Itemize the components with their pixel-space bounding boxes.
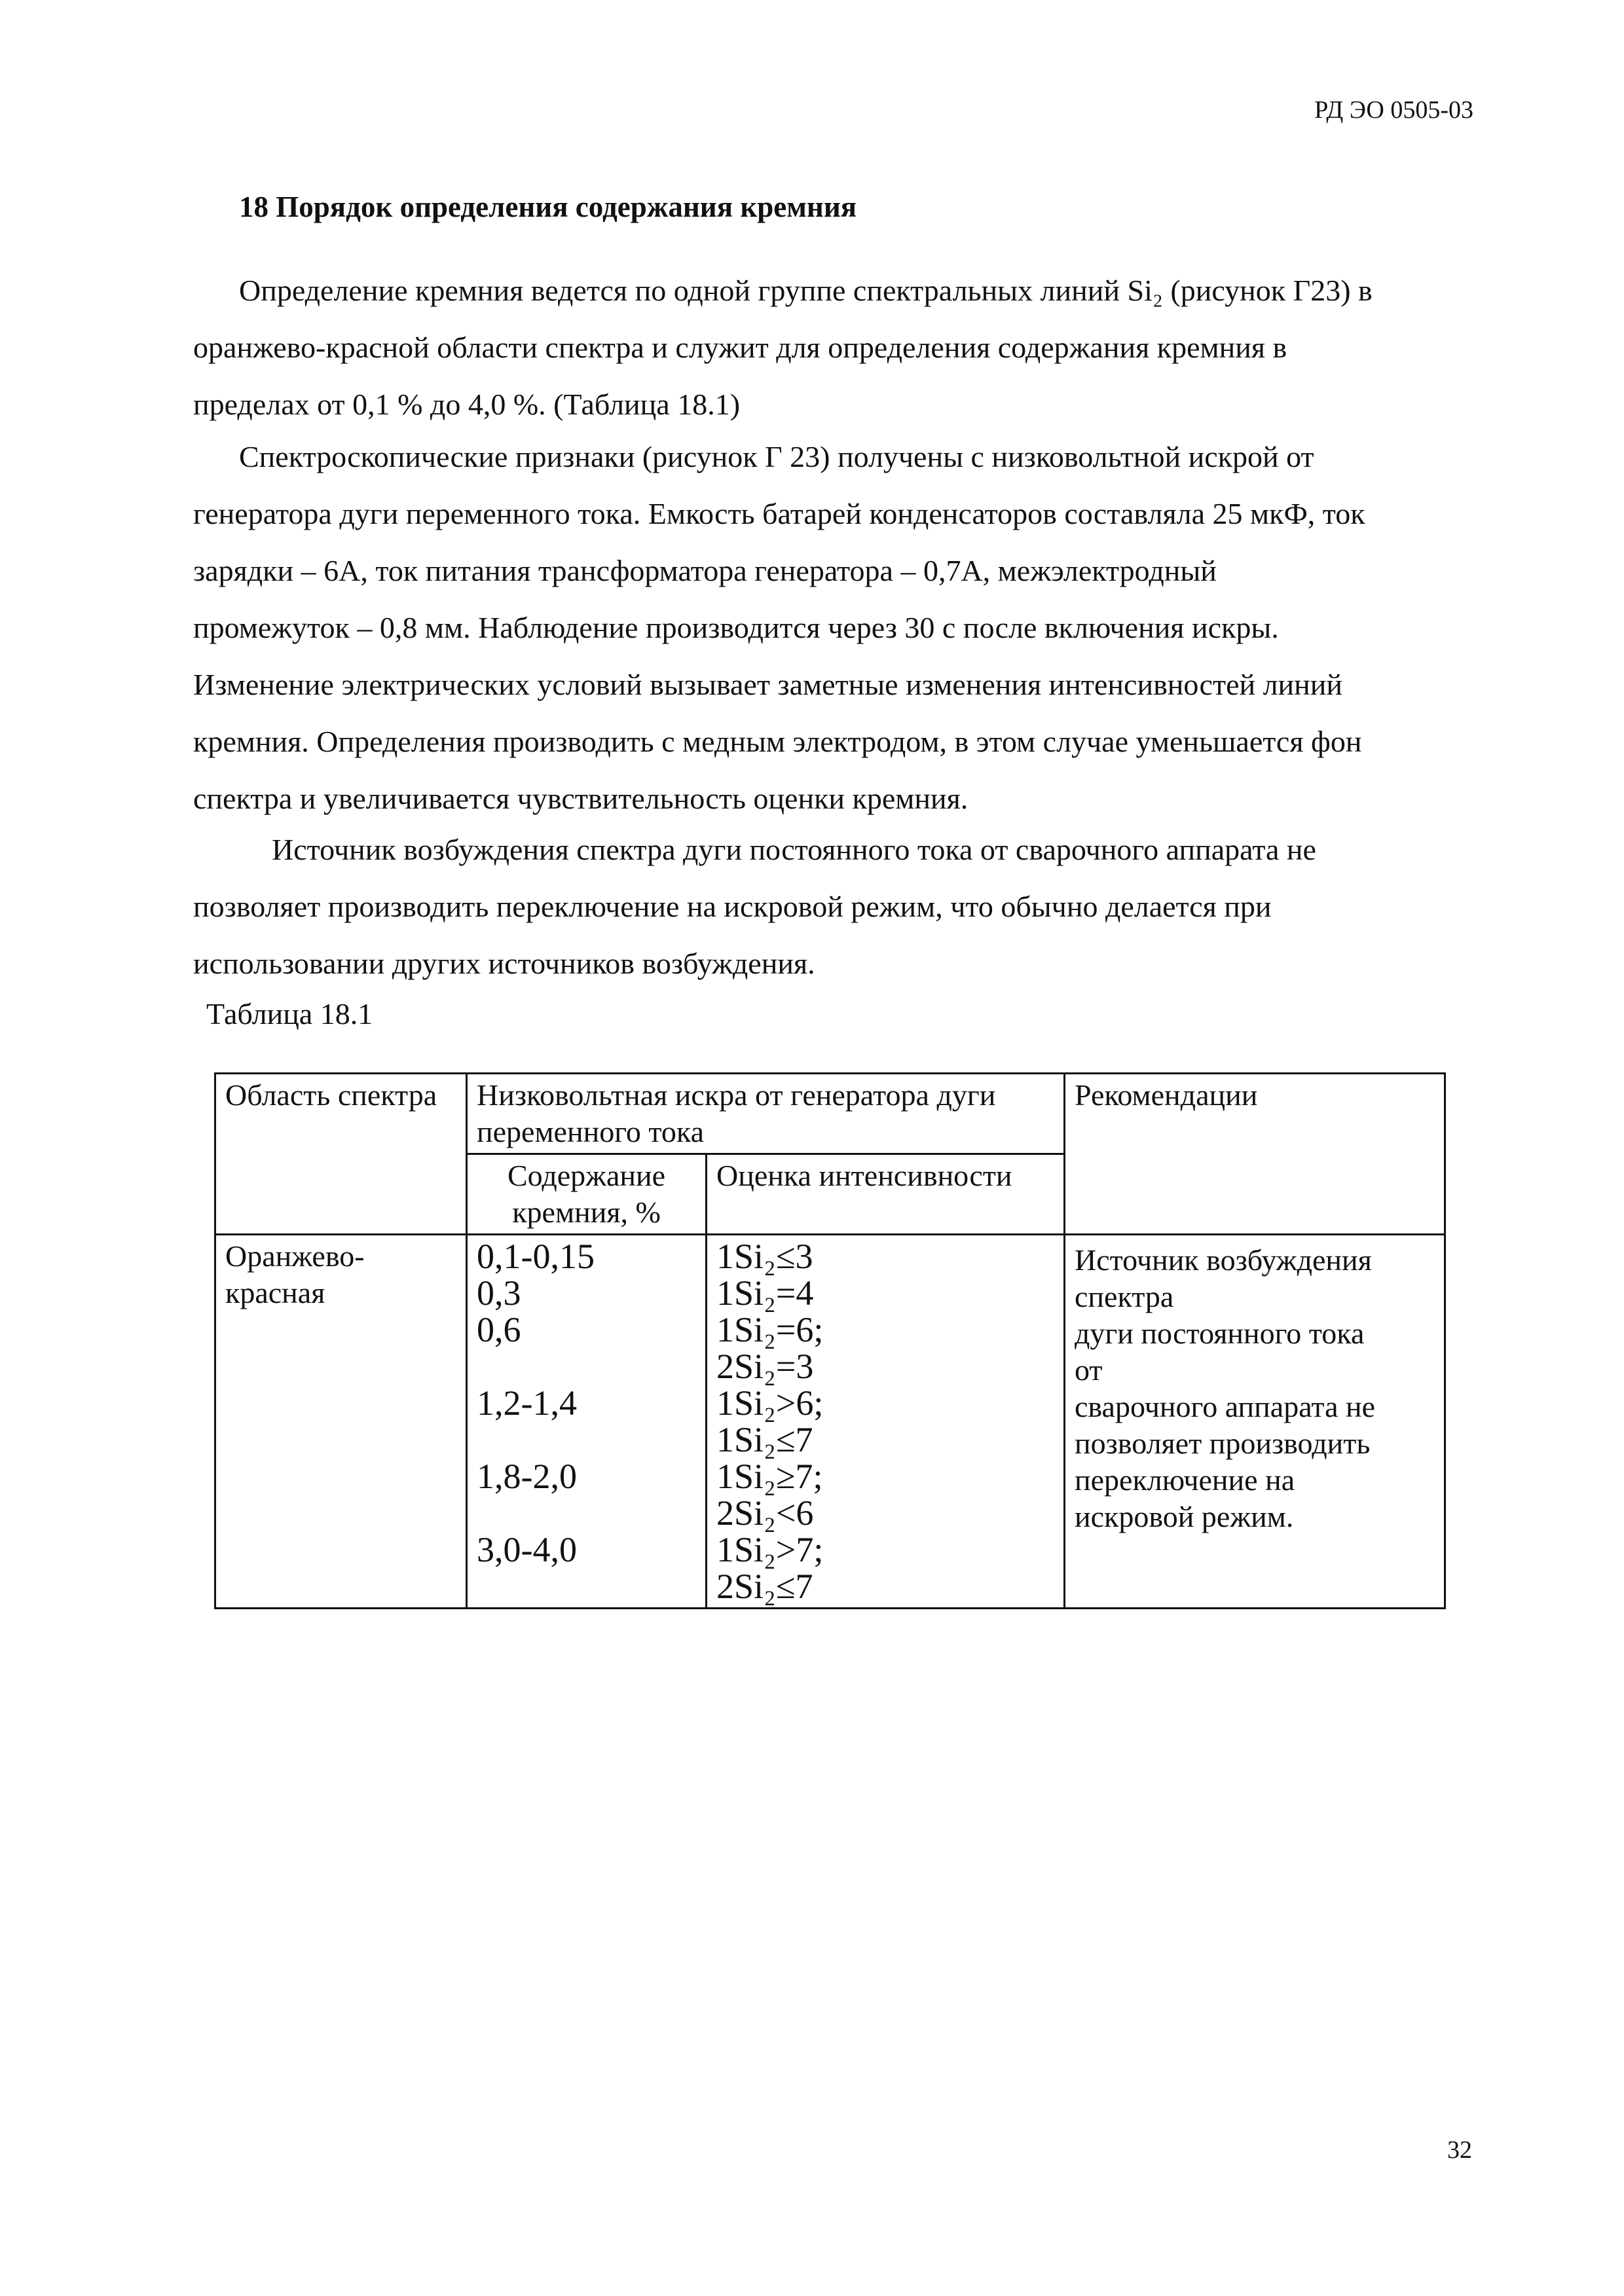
recommendation-line: сварочного аппарата не bbox=[1075, 1390, 1376, 1423]
cell-recommendation bbox=[1065, 1235, 1445, 1609]
cell-intensity-values bbox=[707, 1235, 1065, 1609]
intensity-value: 2Si₂<6 bbox=[716, 1493, 814, 1533]
intensity-value: 2Si₂=3 bbox=[716, 1347, 814, 1386]
content-value: 0,3 bbox=[477, 1273, 521, 1313]
header-spark: Низковольтная искра от генератора дуги переменного тока bbox=[467, 1074, 1065, 1154]
recommendation-line: Источник возбуждения bbox=[1075, 1243, 1372, 1277]
table-row bbox=[215, 1235, 1445, 1609]
cell-content-values bbox=[467, 1235, 707, 1609]
paragraph-intro bbox=[193, 262, 1496, 433]
paragraph-line: спектра и увеличивается чувствительность оценки кремния. bbox=[193, 782, 969, 815]
document-code: РД ЭО 0505-03 bbox=[1314, 96, 1473, 124]
paragraph-source bbox=[193, 821, 1496, 992]
paragraph-line: промежуток – 0,8 мм. Наблюдение производится через 30 с после включения искры. bbox=[193, 611, 1279, 644]
recommendation-line: дуги постоянного тока bbox=[1075, 1317, 1365, 1350]
paragraph-line: кремния. Определения производить с медным электродом, в этом случае уменьшается фон bbox=[193, 725, 1362, 758]
content-value bbox=[477, 1421, 696, 1458]
content-value bbox=[477, 1495, 696, 1531]
header-content: Содержание кремния, % bbox=[467, 1154, 707, 1235]
recommendation-line: переключение на bbox=[1075, 1463, 1295, 1497]
recommendation-line: искровой режим. bbox=[1075, 1500, 1294, 1533]
paragraph-line: использовании других источников возбуждения. bbox=[193, 947, 815, 980]
intensity-value: 1Si₂=6; bbox=[716, 1310, 824, 1349]
paragraph-line: Определение кремния ведется по одной группе спектральных линий Si₂ (рисунок Г23) в bbox=[239, 274, 1373, 307]
content-value: 0,6 bbox=[477, 1310, 521, 1349]
cell-region: Оранжево-красная bbox=[215, 1235, 467, 1609]
header-intensity: Оценка интенсивности bbox=[707, 1154, 1065, 1235]
intensity-value: 1Si₂=4 bbox=[716, 1273, 814, 1313]
page-number: 32 bbox=[1447, 2136, 1472, 2164]
paragraph-line: Источник возбуждения спектра дуги постоянного тока от сварочного аппарата не bbox=[272, 833, 1316, 866]
spectrum-table bbox=[214, 1072, 1446, 1609]
content-value bbox=[477, 1568, 696, 1605]
paragraph-line: генератора дуги переменного тока. Емкость батарей конденсаторов составляла 25 мкФ, ток bbox=[193, 497, 1365, 530]
intensity-value: 1Si₂>7; bbox=[716, 1530, 824, 1569]
content-value: 0,1-0,15 bbox=[477, 1237, 595, 1276]
content-value: 1,8-2,0 bbox=[477, 1457, 577, 1496]
paragraph-line: Изменение электрических условий вызывает заметные изменения интенсивностей линий bbox=[193, 668, 1343, 701]
intensity-value: 1Si₂≥7; bbox=[716, 1457, 823, 1496]
header-recommendations: Рекомендации bbox=[1065, 1074, 1445, 1235]
paragraph-line: оранжево-красной области спектра и служит для определения содержания кремния в bbox=[193, 331, 1287, 364]
recommendation-line: позволяет производить bbox=[1075, 1427, 1371, 1460]
table-header-row bbox=[215, 1074, 1445, 1154]
intensity-value: 1Si₂>6; bbox=[716, 1383, 824, 1423]
table-caption: Таблица 18.1 bbox=[206, 997, 373, 1030]
intensity-value: 1Si₂≤3 bbox=[716, 1237, 813, 1276]
paragraph-conditions bbox=[193, 428, 1496, 827]
section-heading: 18 Порядок определения содержания кремния bbox=[239, 191, 857, 223]
paragraph-line: позволяет производить переключение на искровой режим, что обычно делается при bbox=[193, 890, 1272, 923]
content-value bbox=[477, 1348, 696, 1385]
header-region: Область спектра bbox=[215, 1074, 467, 1235]
content-value: 3,0-4,0 bbox=[477, 1530, 577, 1569]
paragraph-line: пределах от 0,1 % до 4,0 %. (Таблица 18.1) bbox=[193, 388, 741, 421]
intensity-value: 1Si₂≤7 bbox=[716, 1420, 813, 1459]
intensity-value: 2Si₂≤7 bbox=[716, 1567, 813, 1606]
recommendation-line: от bbox=[1075, 1353, 1103, 1387]
recommendation-line: спектра bbox=[1075, 1280, 1174, 1313]
paragraph-line: зарядки – 6А, ток питания трансформатора генератора – 0,7А, межэлектродный bbox=[193, 554, 1217, 587]
paragraph-line: Спектроскопические признаки (рисунок Г 23) получены с низковольтной искрой от bbox=[239, 440, 1314, 473]
content-value: 1,2-1,4 bbox=[477, 1383, 577, 1423]
